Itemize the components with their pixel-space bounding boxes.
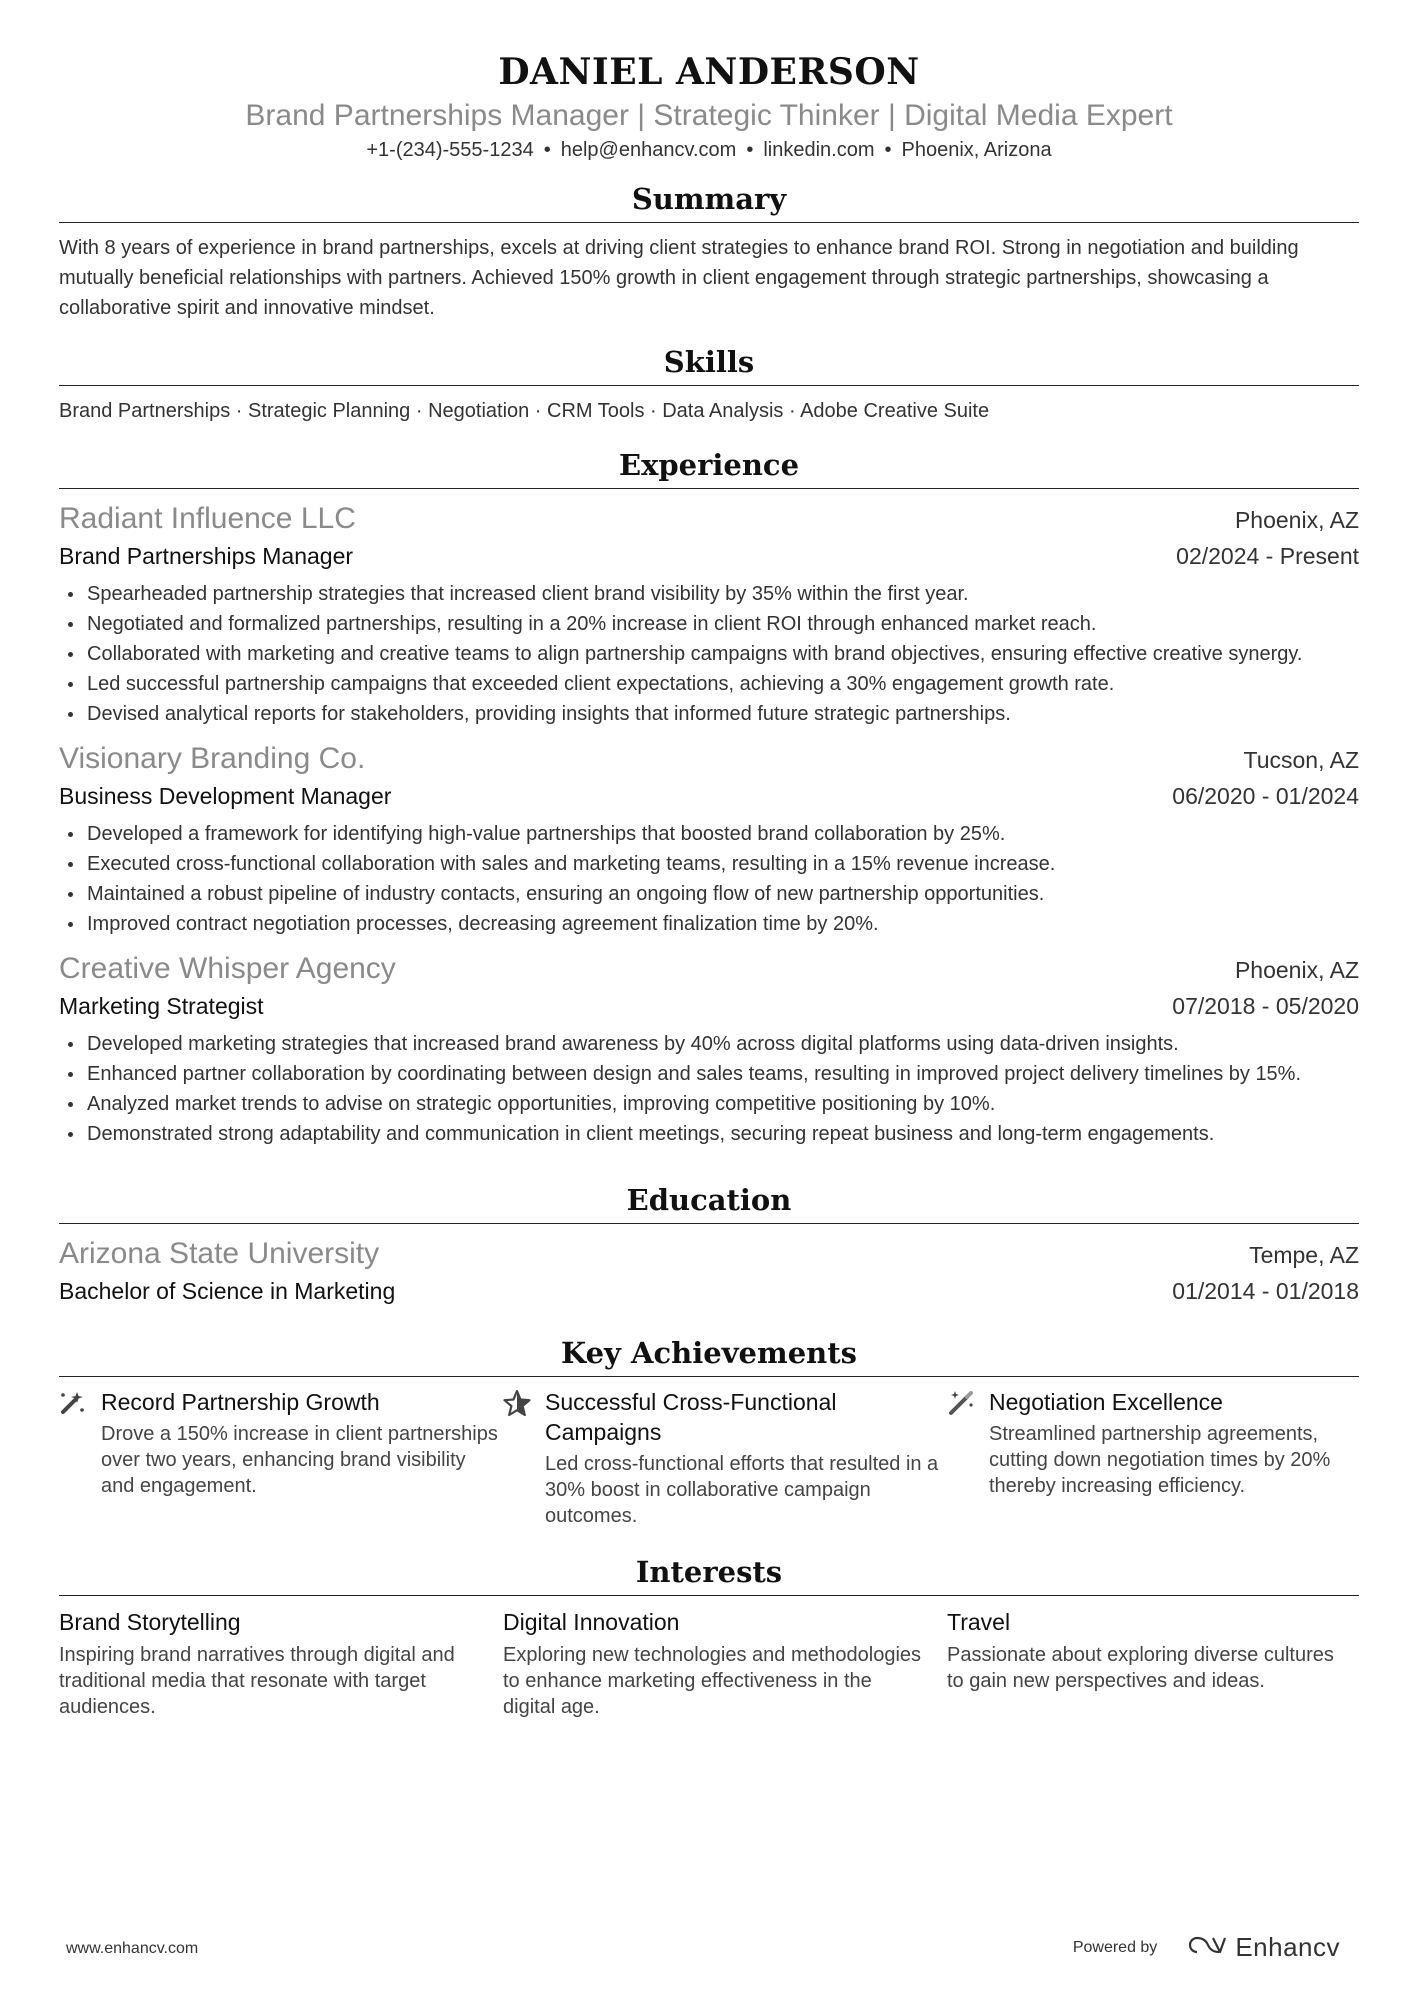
footer-website[interactable]: www.enhancv.com — [66, 1940, 199, 1957]
contact-linkedin[interactable]: linkedin.com — [763, 139, 875, 161]
magic-wand-icon — [59, 1387, 101, 1419]
achievement-item — [947, 1387, 1359, 1529]
job-bullet: Developed marketing strategies that increased brand awareness by 40% across digital platforms using data-driven insights. — [59, 1029, 1359, 1059]
separator-dot: • — [884, 139, 892, 161]
job-bullet: Analyzed market trends to advise on strategic opportunities, improving competitive positioning by 10%. — [59, 1089, 1359, 1119]
achievement-desc: Drove a 150% increase in client partnerships over two years, enhancing brand visibility and engagement. — [101, 1423, 498, 1497]
experience-section — [59, 444, 1359, 1149]
candidate-name: DANIEL ANDERSON — [498, 51, 920, 93]
resume-header — [59, 48, 1359, 164]
wand-sparkle-icon — [947, 1387, 989, 1419]
job-bullets — [59, 579, 1359, 729]
interest-item — [503, 1606, 947, 1720]
job-bullet: Executed cross-functional collaboration with sales and marketing teams, resulting in a 15% revenue increase. — [59, 849, 1359, 879]
summary-section — [59, 178, 1359, 323]
job-bullets — [59, 819, 1359, 939]
resume-page — [59, 48, 1359, 1720]
job-bullet: Enhanced partner collaboration by coordinating between design and sales teams, resulting in improved project delivery timelines by 15%. — [59, 1059, 1359, 1089]
job-bullets — [59, 1029, 1359, 1149]
achievement-item — [59, 1387, 503, 1529]
experience-heading: Experience — [59, 444, 1359, 489]
job-location: Phoenix, AZ — [1234, 507, 1359, 533]
job-company: Creative Whisper Agency — [59, 952, 396, 985]
school-name: Arizona State University — [59, 1237, 380, 1270]
interests-heading: Interests — [59, 1551, 1359, 1596]
achievements-heading: Key Achievements — [59, 1332, 1359, 1377]
job-bullet: Collaborated with marketing and creative teams to align partnership campaigns with brand objectives, ensuring effective creative synergy. — [59, 639, 1359, 669]
job-dates: 07/2018 - 05/2020 — [1172, 993, 1359, 1019]
interest-title: Digital Innovation — [503, 1609, 680, 1635]
achievement-title: Record Partnership Growth — [101, 1389, 380, 1415]
achievement-title: Negotiation Excellence — [989, 1389, 1223, 1415]
enhancv-logo-icon — [1183, 1934, 1227, 1961]
powered-by-label: Powered by — [1072, 1938, 1158, 1956]
achievement-desc: Led cross-functional efforts that resulted in a 30% boost in collaborative campaign outcomes. — [545, 1453, 939, 1527]
achievements-section — [59, 1332, 1359, 1529]
interest-desc: Exploring new technologies and methodologies to enhance marketing effectiveness in the digital age. — [503, 1644, 922, 1718]
skills-heading: Skills — [59, 341, 1359, 386]
separator-dot: • — [746, 139, 754, 161]
job-bullet: Improved contract negotiation processes, decreasing agreement finalization time by 20%. — [59, 909, 1359, 939]
degree: Bachelor of Science in Marketing — [59, 1278, 396, 1304]
interest-item — [947, 1606, 1359, 1720]
interest-title: Brand Storytelling — [59, 1609, 241, 1635]
job-dates: 02/2024 - Present — [1176, 543, 1359, 569]
job-entry — [59, 739, 1359, 939]
job-bullet: Led successful partnership campaigns that exceeded client expectations, achieving a 30% engagement growth rate. — [59, 669, 1359, 699]
school-location: Tempe, AZ — [1249, 1242, 1359, 1268]
contact-phone: +1-(234)-555-1234 — [366, 139, 534, 161]
job-dates: 06/2020 - 01/2024 — [1172, 783, 1359, 809]
job-entry — [59, 949, 1359, 1149]
skills-list: Brand Partnerships · Strategic Planning · Negotiation · CRM Tools · Data Analysis · Adobe Creative Suite — [59, 400, 990, 422]
job-bullet: Negotiated and formalized partnerships, resulting in a 20% increase in client ROI through enhanced market reach. — [59, 609, 1359, 639]
achievement-item — [503, 1387, 947, 1529]
job-company: Radiant Influence LLC — [59, 502, 356, 535]
star-icon — [503, 1387, 545, 1419]
contact-location: Phoenix, Arizona — [901, 139, 1052, 161]
contact-email[interactable]: help@enhancv.com — [560, 139, 737, 161]
interests-section — [59, 1551, 1359, 1720]
contact-line — [59, 136, 1359, 164]
job-entry — [59, 499, 1359, 729]
brand-name: Enhancv — [1235, 1932, 1340, 1962]
job-bullet: Spearheaded partnership strategies that increased client brand visibility by 35% within the first year. — [59, 579, 1359, 609]
achievement-title: Successful Cross-Functional Campaigns — [545, 1389, 837, 1445]
job-company: Visionary Branding Co. — [59, 742, 366, 775]
education-dates: 01/2014 - 01/2018 — [1172, 1278, 1359, 1304]
interest-desc: Inspiring brand narratives through digital and traditional media that resonate with target audiences. — [59, 1644, 455, 1718]
job-bullet: Devised analytical reports for stakeholders, providing insights that informed future strategic partnerships. — [59, 699, 1359, 729]
job-bullet: Demonstrated strong adaptability and communication in client meetings, securing repeat business and long-term engagements. — [59, 1119, 1359, 1149]
education-heading: Education — [59, 1179, 1359, 1224]
separator-dot: • — [543, 139, 551, 161]
footer-branding — [1073, 1932, 1340, 1963]
interest-item — [59, 1606, 503, 1720]
interest-desc: Passionate about exploring diverse cultures to gain new perspectives and ideas. — [947, 1644, 1334, 1692]
job-location: Tucson, AZ — [1243, 747, 1359, 773]
skills-section — [59, 341, 1359, 426]
summary-heading: Summary — [59, 178, 1359, 223]
achievement-desc: Streamlined partnership agreements, cutting down negotiation times by 20% thereby increasing efficiency. — [989, 1423, 1331, 1497]
job-bullet: Developed a framework for identifying high-value partnerships that boosted brand collaboration by 25%. — [59, 819, 1359, 849]
education-section — [59, 1179, 1359, 1308]
job-role: Brand Partnerships Manager — [59, 543, 354, 569]
candidate-tagline: Brand Partnerships Manager | Strategic Thinker | Digital Media Expert — [245, 99, 1173, 132]
job-location: Phoenix, AZ — [1234, 957, 1359, 983]
job-role: Business Development Manager — [59, 783, 392, 809]
job-bullet: Maintained a robust pipeline of industry contacts, ensuring an ongoing flow of new partnership opportunities. — [59, 879, 1359, 909]
summary-text: With 8 years of experience in brand partnerships, excels at driving client strategies to enhance brand ROI. Strong in negotiation and building mutually beneficial relationships with partners. Achieved 150% growth in client engagement through strategic partnerships, showcasing a collaborative spirit and innovative mindset. — [59, 237, 1299, 319]
interest-title: Travel — [947, 1609, 1011, 1635]
job-role: Marketing Strategist — [59, 993, 264, 1019]
